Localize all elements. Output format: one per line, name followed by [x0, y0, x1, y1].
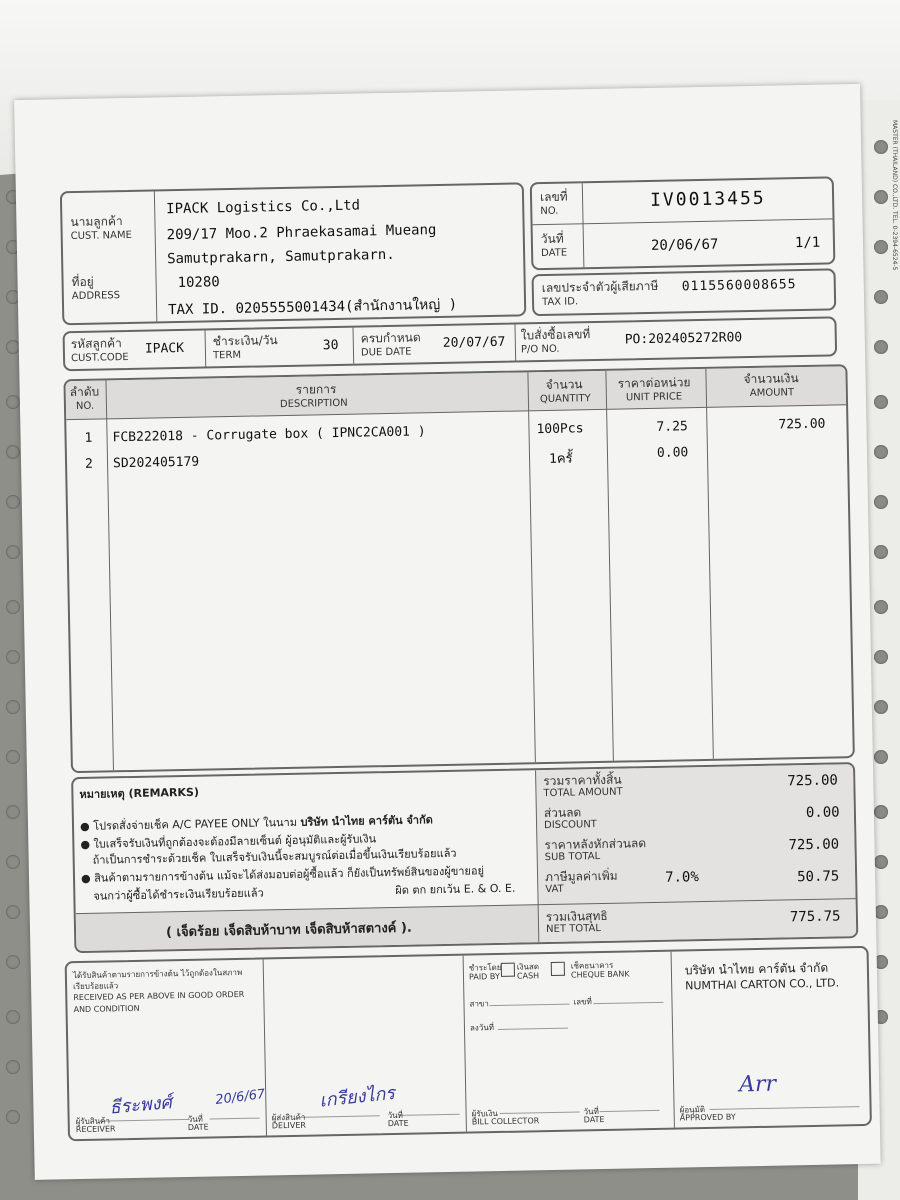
row-1-description: FCB222018 - Corrugate box ( IPNC2CA001 ) — [112, 424, 426, 446]
received-note-en2: AND CONDITION — [73, 1003, 140, 1015]
cust-name-label-th: นามลูกค้า — [70, 214, 123, 230]
seller-taxid-label-en: TAX ID. — [541, 296, 579, 309]
discount-label-th: ส่วนลด — [543, 805, 582, 821]
cheque-checkbox[interactable] — [551, 962, 565, 976]
seller-company-th: บริษัท นำไทย คาร์ตัน จำกัด — [684, 960, 829, 978]
signature-footer — [65, 946, 872, 1141]
due-date: 20/07/67 — [442, 334, 506, 351]
side-printer-text: MASTER (THAILAND) CO.,LTD. TEL. 0-2394-6524-5 — [891, 120, 898, 271]
receiver-signature: ธีระพงศ์ — [108, 1092, 173, 1119]
col-amount-en: AMOUNT — [749, 387, 795, 400]
row-1-amount: 725.00 — [778, 416, 826, 433]
row-2-description: SD202405179 — [112, 454, 200, 472]
cheque-date-label-th: ลงวันที่ — [469, 1023, 495, 1033]
remark-2: ● ใบเสร็จรับเงินที่ถูกต้องจะต้องมีลายเซ็นต์ ผู้อนุมัติและผู้รับเงิน — [80, 832, 377, 851]
collector-label-th: ผู้รับเงิน — [471, 1109, 498, 1119]
customer-box — [60, 182, 526, 325]
table-header-row — [65, 366, 846, 420]
invoice-page: 1/1 — [794, 234, 821, 252]
col-no-en: NO. — [75, 400, 95, 412]
col-price-th: ราคาต่อหน่วย — [617, 375, 691, 391]
receiver-date-label-th: วันที่ — [187, 1114, 203, 1124]
due-date-label-th: ครบกำหนด — [360, 330, 421, 346]
approver-signature: Arr — [738, 1071, 777, 1098]
seller-tax-id: 0115560008655 — [681, 277, 797, 295]
remarks-title: หมายเหตุ (REMARKS) — [79, 785, 200, 801]
deliver-signature: เกรียงไกร — [318, 1082, 396, 1112]
cash-label-th: เงินสด — [516, 962, 540, 972]
collector-label-en: BILL COLLECTOR — [471, 1116, 540, 1127]
remark-4: ● สินค้าตามรายการข้างต้น แม้จะได้ส่งมอบต่อผู้ซื้อแล้ว ก็ยังเป็นทรัพย์สินของผู้ขายอยู่ — [80, 864, 485, 885]
row-2-no: 2 — [84, 456, 94, 472]
cash-label-en: CASH — [516, 971, 540, 981]
col-desc-en: DESCRIPTION — [279, 397, 348, 411]
due-date-label-en: DUE DATE — [360, 346, 412, 359]
invoice-form — [14, 84, 881, 1180]
receiver-date-label-en: DATE — [187, 1122, 209, 1132]
received-note-th1: ได้รับสินค้าตามรายการข้างต้น ไว้ถูกต้องในสภาพ — [72, 967, 243, 981]
row-1-unit-price: 7.25 — [656, 419, 688, 435]
customer-address-3: 10280 — [177, 274, 220, 292]
total-amount-label-en: TOTAL AMOUNT — [543, 786, 623, 800]
col-amount-th: จำนวนเงิน — [743, 371, 799, 387]
items-table — [63, 364, 854, 773]
row-2-unit-price: 0.00 — [656, 445, 689, 461]
vat-label-th: ภาษีมูลค่าเพิ่ม — [544, 868, 618, 885]
received-note-th2: เรียบร้อยแล้ว — [73, 981, 119, 992]
term-days: 30 — [322, 337, 339, 354]
vat-amount: 50.75 — [796, 868, 840, 886]
invoice-date-label-en: DATE — [541, 247, 568, 260]
deliver-label-th: ผู้ส่งสินค้า — [271, 1112, 306, 1123]
customer-tax-id: TAX ID. 0205555001434(สำนักงานใหญ่ ) — [167, 296, 458, 319]
custcode-label-th: รหัสลูกค้า — [70, 336, 122, 352]
customer-address-2: Samutprakarn, Samutprakarn. — [167, 246, 395, 268]
vat-label-en: VAT — [545, 883, 564, 896]
po-label-th: ใบสั่งซื้อเลขที่ — [520, 327, 591, 343]
term-label-en: TERM — [212, 349, 242, 362]
invoice-no-label-th: เลขที่ — [539, 189, 568, 205]
deliver-date-label-en: DATE — [387, 1118, 409, 1129]
cheque-label-th: เช็คธนาคาร — [570, 960, 614, 971]
approved-label-en: APPROVED BY — [679, 1112, 736, 1123]
invoice-date-label-th: วันที่ — [540, 231, 564, 247]
discount-label-en: DISCOUNT — [543, 819, 597, 832]
col-qty-en: QUANTITY — [539, 393, 591, 406]
collector-date-label-th: วันที่ — [583, 1107, 599, 1117]
invoice-date: 20/06/67 — [650, 236, 719, 254]
row-2-quantity: 1ครั้ — [548, 451, 573, 467]
subtotal-label-en: SUB TOTAL — [544, 851, 601, 864]
cash-checkbox[interactable] — [501, 963, 515, 977]
deliver-label-en: DELIVER — [271, 1120, 307, 1131]
remark-3: ถ้าเป็นการชำระด้วยเช็ค ใบเสร็จรับเงินนี้จะสมบูรณ์ต่อเมื่อขึ้นเงินเรียบร้อยแล้ว — [92, 846, 457, 867]
received-date-handwritten: 20/6/67 — [214, 1086, 267, 1109]
address-label-en: ADDRESS — [71, 290, 121, 303]
deliver-date-label-th: วันที่ — [387, 1110, 403, 1121]
customer-address-1: 209/17 Moo.2 Phraekasamai Mueang — [166, 222, 437, 244]
row-1-quantity: 100Pcs — [536, 421, 584, 438]
total-amount: 725.00 — [787, 772, 839, 790]
net-total-label-th: รวมเงินสุทธิ — [545, 908, 608, 925]
vat-rate: 7.0% — [664, 869, 699, 886]
collector-date-label-en: DATE — [583, 1114, 605, 1125]
receiver-label-en: RECEIVER — [75, 1124, 116, 1135]
col-no-th: ลำดับ — [69, 384, 100, 400]
po-number: PO:202405272R00 — [624, 330, 743, 348]
amount-in-words: ( เจ็ดร้อย เจ็ดสิบห้าบาท เจ็ดสิบห้าสตางค์ ). — [165, 920, 412, 941]
net-total: 775.75 — [789, 908, 841, 926]
customer-code: IPACK — [144, 340, 185, 357]
eoe-note: ผิด ตก ยกเว้น E. & O. E. — [395, 881, 516, 897]
receiver-label-th: ผู้รับสินค้า — [75, 1116, 111, 1127]
cheque-no-label-th: เลขที่ — [573, 997, 592, 1007]
subtotal: 725.00 — [788, 836, 840, 854]
po-label-en: P/O NO. — [520, 343, 560, 356]
col-desc-th: รายการ — [295, 381, 337, 397]
custcode-label-en: CUST.CODE — [70, 351, 129, 365]
seller-company-en: NUMTHAI CARTON CO., LTD. — [685, 976, 840, 993]
invoice-number: IV0013455 — [649, 187, 766, 211]
invoice-number-box — [530, 176, 836, 270]
cust-name-label-en: CUST. NAME — [70, 229, 133, 243]
remark-5: จนกว่าผู้ซื้อได้ชำระเงินเรียบร้อยแล้ว — [93, 886, 264, 903]
col-price-en: UNIT PRICE — [625, 391, 683, 404]
address-label-th: ที่อยู่ — [71, 274, 94, 290]
term-label-th: ชำระเงิน/วัน — [212, 333, 278, 349]
row-1-no: 1 — [84, 430, 93, 446]
remark-1: ● โปรดสั่งจ่ายเช็ค A/C PAYEE ONLY ในนาม บริษัท นำไทย คาร์ตัน จำกัด — [79, 813, 433, 833]
received-note-en1: RECEIVED AS PER ABOVE IN GOOD ORDER — [73, 989, 245, 1003]
total-amount-label-th: รวมราคาทั้งสิ้น — [543, 772, 622, 789]
cheque-label-en: CHEQUE BANK — [570, 969, 630, 980]
customer-name: IPACK Logistics Co.,Ltd — [166, 197, 361, 218]
approved-label-th: ผู้อนุมัติ — [679, 1105, 706, 1115]
subtotal-label-th: ราคาหลังหักส่วนลด — [544, 836, 647, 853]
seller-taxid-label-th: เลขประจำตัวผู้เสียภาษี — [541, 278, 659, 296]
branch-label-th: สาขา — [469, 999, 489, 1009]
paid-by-label-en: PAID BY — [468, 971, 500, 982]
discount: 0.00 — [805, 804, 840, 822]
col-qty-th: จำนวน — [545, 377, 583, 392]
seller-tax-id-box — [532, 268, 837, 316]
paid-by-label-th: ชำระโดย — [468, 962, 502, 973]
net-total-label-en: NET TOTAL — [545, 923, 602, 936]
remarks-totals-box — [71, 762, 858, 953]
invoice-no-label-en: NO. — [540, 205, 559, 218]
info-row-box — [63, 316, 838, 371]
